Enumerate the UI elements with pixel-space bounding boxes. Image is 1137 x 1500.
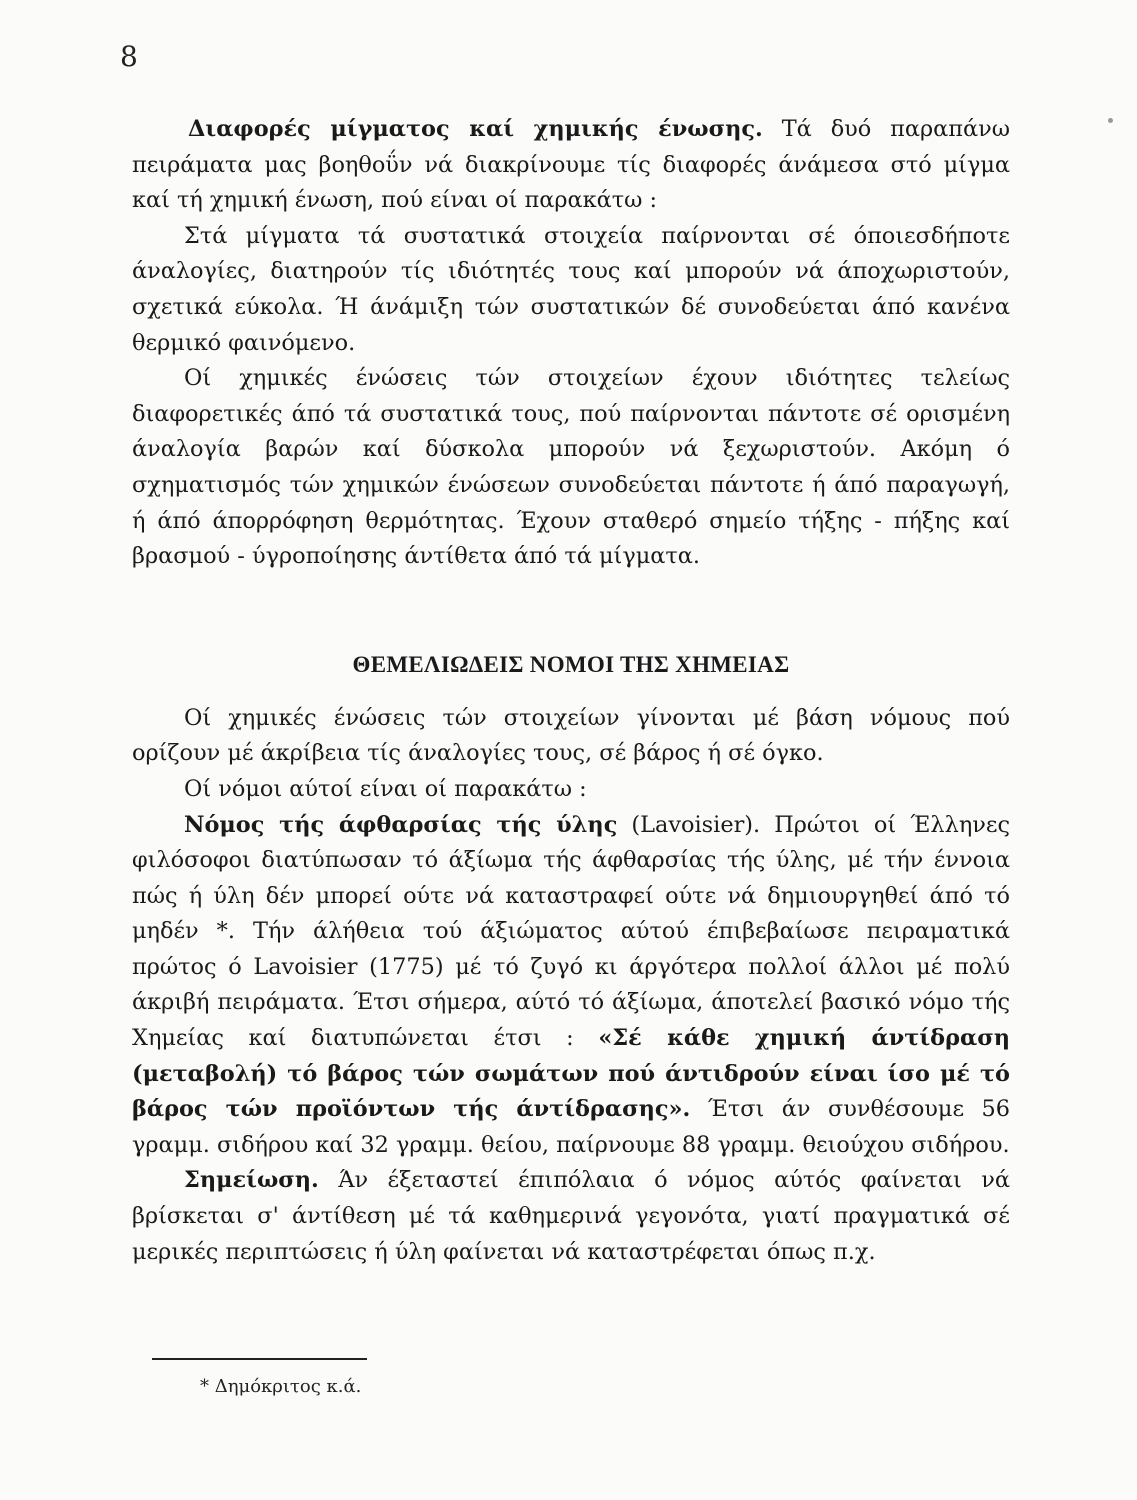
law-text-before: (Lavoisier). Πρώτοι οί Έλληνες φιλόσοφοι διατύπωσαν τό άξίωμα τής άφθαρσίας τής ύλης, μέ τήν έννοια πώς ή ύλη δέν μπορεί ούτε νά καταστραφεί ούτε νά δημιουργηθεί άπό τό μηδέν *. Τήν άλήθεια τού άξιώματος αύτού έπιβεβαίωσε πειραματικά πρώτος ό Lavoisier (1775) μέ τό ζυγό κι άργότερα πολλοί άλλοι μέ πολύ άκριβή πειράματα. Έτσι σήμερα, αύτό τό άξίωμα, άποτελεί βασικό νόμο τής Χημείας καί διατυπώνεται έτσι : [132, 811, 1010, 1052]
paragraph-differences-intro [132, 112, 1010, 219]
law-title: Νόμος τής άφθαρσίας τής ύλης [184, 811, 618, 838]
paragraph-compounds: Οί χημικές ένώσεις τών στοιχείων έχουν ιδιότητες τελείως διαφορετικές άπό τά συστατικά τους, πού παίρνονται πάντοτε σέ ορισμένη άναλογία βαρών καί δύσκολα μπορούν νά ξεχωριστούν. Ακόμη ό σχηματισμός τών χημικών ένώσεων συνοδεύεται πάντοτε ή άπό παραγωγή, ή άπό άπορρόφηση θερμότητας. Έχουν σταθερό σημείο τήξης - πήξης καί βρασμού - ύγροποίησης άντίθετα άπό τά μίγματα. [132, 365, 1010, 570]
paragraph-law-conservation [132, 808, 1010, 1164]
note-label: Σημείωση. [184, 1167, 319, 1194]
paragraph-note [132, 1163, 1010, 1270]
footnote-divider [152, 1358, 367, 1360]
footnote: * Δημόκριτος κ.ά. [200, 1376, 362, 1397]
differences-intro-text: Τά δυό παραπάνω πειράματα μας βοηθοΰν νά διακρίνουμε τίς διαφορές άνάμεσα στό μίγμα καί τή χημική ένωση, πού είναι οί παρακάτω : [132, 116, 1011, 214]
paragraph-laws-intro: Οί χημικές ένώσεις τών στοιχείων γίνονται μέ βάση νόμους πού ορίζουν μέ άκρίβεια τίς άναλογίες τους, σέ βάρος ή σέ όγκο. [132, 704, 1010, 767]
law-statement: «Σέ κάθε χημική άντίδραση (μεταβολή) τό βάρος τών σωμάτων πού άντιδρούν είναι ίσο μέ τό βάρος τών προϊόντων τής άντίδρασης». [132, 1025, 1010, 1123]
section-heading-fundamental-laws: ΘΕΜΕΛΙΩΔΕΙΣ ΝΟΜΟΙ ΤΗΣ ΧΗΜΕΙΑΣ [352, 651, 790, 677]
margin-mark [1108, 118, 1113, 123]
paragraph-laws-list-intro: Οί νόμοι αύτοί είναι οί παρακάτω : [184, 775, 587, 802]
paragraph-mixtures: Στά μίγματα τά συστατικά στοιχεία παίρνονται σέ όποιεσδήποτε άναλογίες, διατηρούν τίς ιδιότητές τους καί μπορούν νά άποχωριστούν, σχετικά εύκολα. Ή άνάμιξη τών συστατικών δέ συνοδεύεται άπό κανένα θερμικό φαινόμενο. [132, 222, 1010, 356]
section-heading-differences: Διαφορές μίγματος καί χημικής ένωσης. [188, 116, 763, 142]
page-number: 8 [120, 40, 138, 73]
page-body [132, 112, 1010, 1270]
note-text: Άν έξεταστεί έπιπόλαια ό νόμος αύτός φαίνεται νά βρίσκεται σ' άντίθεση μέ τά καθημερινά γεγονότα, γιατί πραγματικά σέ μερικές περιπτώσεις ή ύλη φαίνεται νά καταστρέφεται όπως π.χ. [132, 1167, 1010, 1265]
law-text-after: Έτσι άν συνθέσουμε 56 γραμμ. σιδήρου καί 32 γραμμ. θείου, παίρνουμε 88 γραμμ. θειούχου σιδήρου. [132, 1096, 1010, 1158]
